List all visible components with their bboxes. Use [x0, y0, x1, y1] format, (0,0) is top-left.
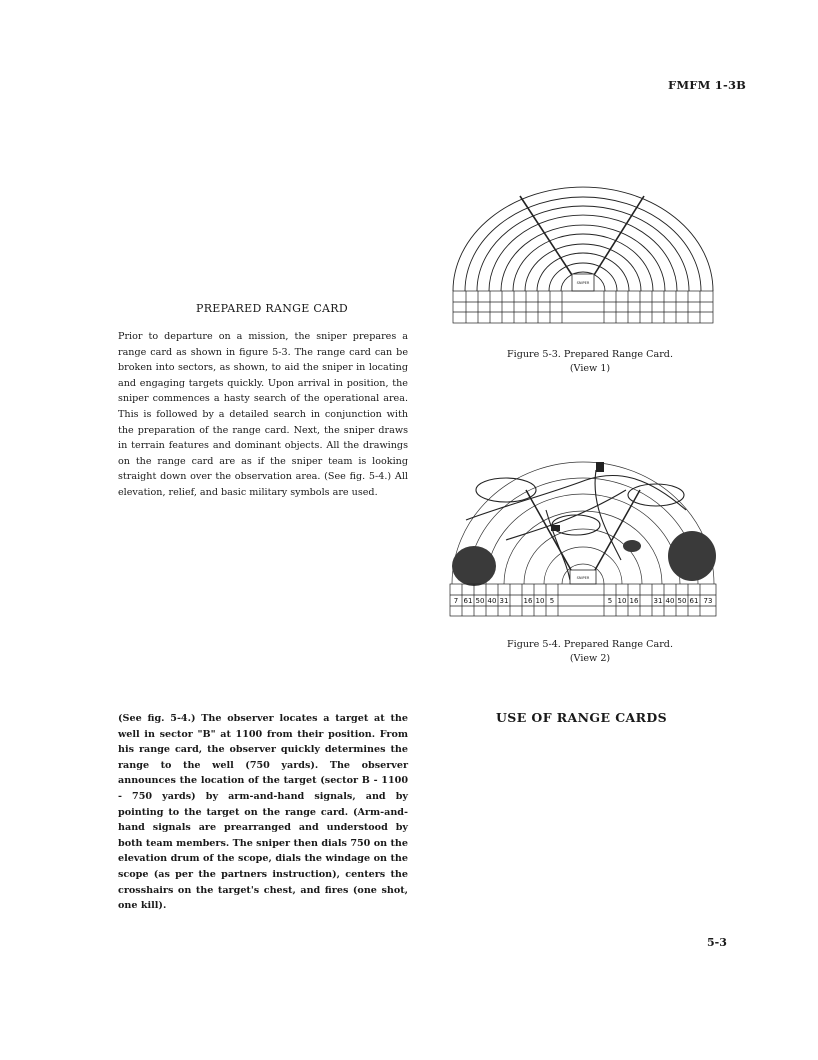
- section-heading-prepared-range-card: PREPARED RANGE CARD: [196, 302, 349, 315]
- range-value-right-8: 61: [689, 597, 699, 605]
- figure-5-3-caption: [480, 348, 700, 376]
- range-value-right-3: 16: [629, 597, 639, 605]
- figure-5-3-caption-title: Figure 5-3. Prepared Range Card.: [507, 349, 673, 360]
- figure-5-4-caption-view: (View 2): [569, 653, 611, 664]
- figure-5-4-caption-title: Figure 5-4. Prepared Range Card.: [507, 639, 673, 650]
- range-value-right-5: 31: [653, 597, 663, 605]
- range-value-left-1: 7: [453, 597, 459, 605]
- range-value-left-8: 10: [535, 597, 545, 605]
- range-value-left-9: 5: [549, 597, 555, 605]
- range-value-left-4: 40: [487, 597, 497, 605]
- range-value-right-6: 40: [665, 597, 675, 605]
- paragraph-use-of-range-cards: (See fig. 5-4.) The observer locates a target at the well in sector "B" at 1100 from their position. From his range card, the observer quickly determines the range to the well (750 yards). The observer announces the location of the target (sector B - 1100 - 750 yards) by arm-and-hand signals, and by pointing to the target on the range card. (Arm-and-hand signals are prearranged and understood by both team members. The sniper then dials 750 on the elevation drum of the scope, dials the windage on the scope (as per the partners instruction), centers the crosshairs on the target's chest, and fires (one shot, one kill).: [118, 713, 408, 912]
- range-value-right-7: 50: [677, 597, 687, 605]
- range-value-left-7: 16: [523, 597, 533, 605]
- range-value-left-5: 31: [499, 597, 509, 605]
- range-value-right-9: 73: [703, 597, 713, 605]
- figure-5-3-range-card: [448, 178, 718, 328]
- range-value-left-3: 50: [475, 597, 485, 605]
- svg-text:SNIPER: SNIPER: [576, 576, 590, 580]
- paragraph-prepared-range-card: Prior to departure on a mission, the sniper prepares a range card as shown in figure 5-3. The range card can be broken into sectors, as shown, to aid the sniper in locating and engaging targets quickly. Upon arrival in position, the sniper commences a hasty search of the operational area. This is followed by a detailed search in conjunction with the preparation of the range card. Next, the sniper draws in terrain features and dominant objects. All the drawings on the range card are as if the sniper team is looking straight down over the observation area. (See fig. 5-4.) All elevation, relief, and basic military symbols are used.: [118, 331, 408, 498]
- document-code: FMFM 1-3B: [668, 78, 747, 92]
- range-value-left-2: 61: [463, 597, 473, 605]
- section-heading-use-of-range-cards: USE OF RANGE CARDS: [496, 710, 668, 725]
- page-number: 5-3: [707, 936, 727, 949]
- figure-5-4-range-card: [446, 450, 720, 618]
- range-value-right-2: 10: [617, 597, 627, 605]
- figure-5-3-caption-view: (View 1): [569, 363, 611, 374]
- figure-5-4-caption: [480, 638, 700, 666]
- svg-text:SNIPER: SNIPER: [576, 281, 590, 285]
- range-value-right-1: 5: [607, 597, 613, 605]
